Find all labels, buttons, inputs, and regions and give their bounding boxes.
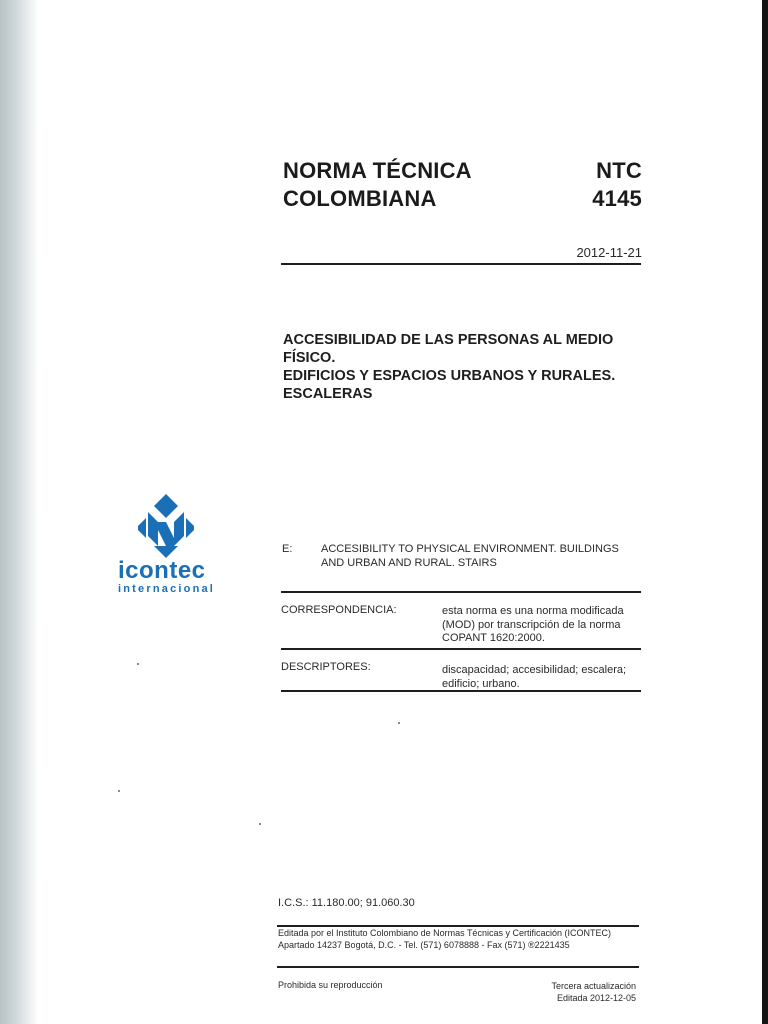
descriptors-divider [281,690,641,692]
english-prefix: E: [282,543,293,555]
descriptors-line-1: discapacidad; accesibilidad; escalera; [442,664,627,676]
scan-speck [137,663,139,665]
scan-speck [259,823,261,825]
logo-wordmark: icontec [118,557,206,584]
english-line-1: ACCESIBILITY TO PHYSICAL ENVIRONMENT. BUILDINGS [321,543,619,555]
subject-line-3: EDIFICIOS Y ESPACIOS URBANOS Y RURALES. [283,368,616,384]
title-line-1: NORMA TÉCNICA [283,158,472,183]
scan-shadow-left [0,0,38,1024]
correspondence-text [442,605,640,646]
icontec-n-icon [134,492,198,560]
scan-speck [398,722,400,724]
document-date: 2012-11-21 [576,245,642,260]
correspondence-line-2: (MOD) por transcripción de la norma [442,618,621,631]
publisher-info [278,928,638,951]
correspondence-line-1: esta norma es una norma modificada [442,605,624,617]
logo-subtitle: internacional [118,583,216,595]
ics-divider [277,925,639,927]
title-line-2: COLOMBIANA [283,186,437,211]
scan-speck [118,790,120,792]
header-divider [281,263,641,265]
reproduction-notice: Prohibida su reproducción [278,980,383,990]
code-line-2: 4145 [592,186,642,211]
english-divider [281,591,641,593]
scan-border-right [762,0,768,1024]
document-title [283,157,472,213]
ics-code: I.C.S.: 11.180.00; 91.060.30 [278,897,415,909]
subject-line-4: ESCALERAS [283,386,373,402]
correspondence-label: CORRESPONDENCIA: [281,604,397,616]
edition-line-1: Tercera actualización [551,981,636,991]
correspondence-divider [281,648,641,650]
descriptors-line-2: edificio; urbano. [442,677,520,690]
publisher-line-2: Apartado 14237 Bogotá, D.C. - Tel. (571) 6078888 - Fax (571) ®2221435 [278,939,570,950]
subject-line-2: FÍSICO. [283,350,336,366]
standard-code [560,157,642,213]
edition-line-2: Editada 2012-12-05 [556,992,636,1003]
publisher-line-1: Editada por el Instituto Colombiano de Normas Técnicas y Certificación (ICONTEC) [278,928,611,938]
subject-line-1: ACCESIBILIDAD DE LAS PERSONAS AL MEDIO [283,332,614,348]
descriptors-text [442,664,640,691]
english-title [321,543,643,570]
icontec-logo-mark [134,492,198,565]
document-subject [283,331,643,403]
correspondence-line-3: COPANT 1620:2000. [442,632,545,644]
edition-info [480,981,636,1004]
publisher-divider [277,966,639,968]
descriptors-label: DESCRIPTORES: [281,661,371,673]
english-line-2: AND URBAN AND RURAL. STAIRS [321,556,497,569]
code-line-1: NTC [596,158,642,183]
